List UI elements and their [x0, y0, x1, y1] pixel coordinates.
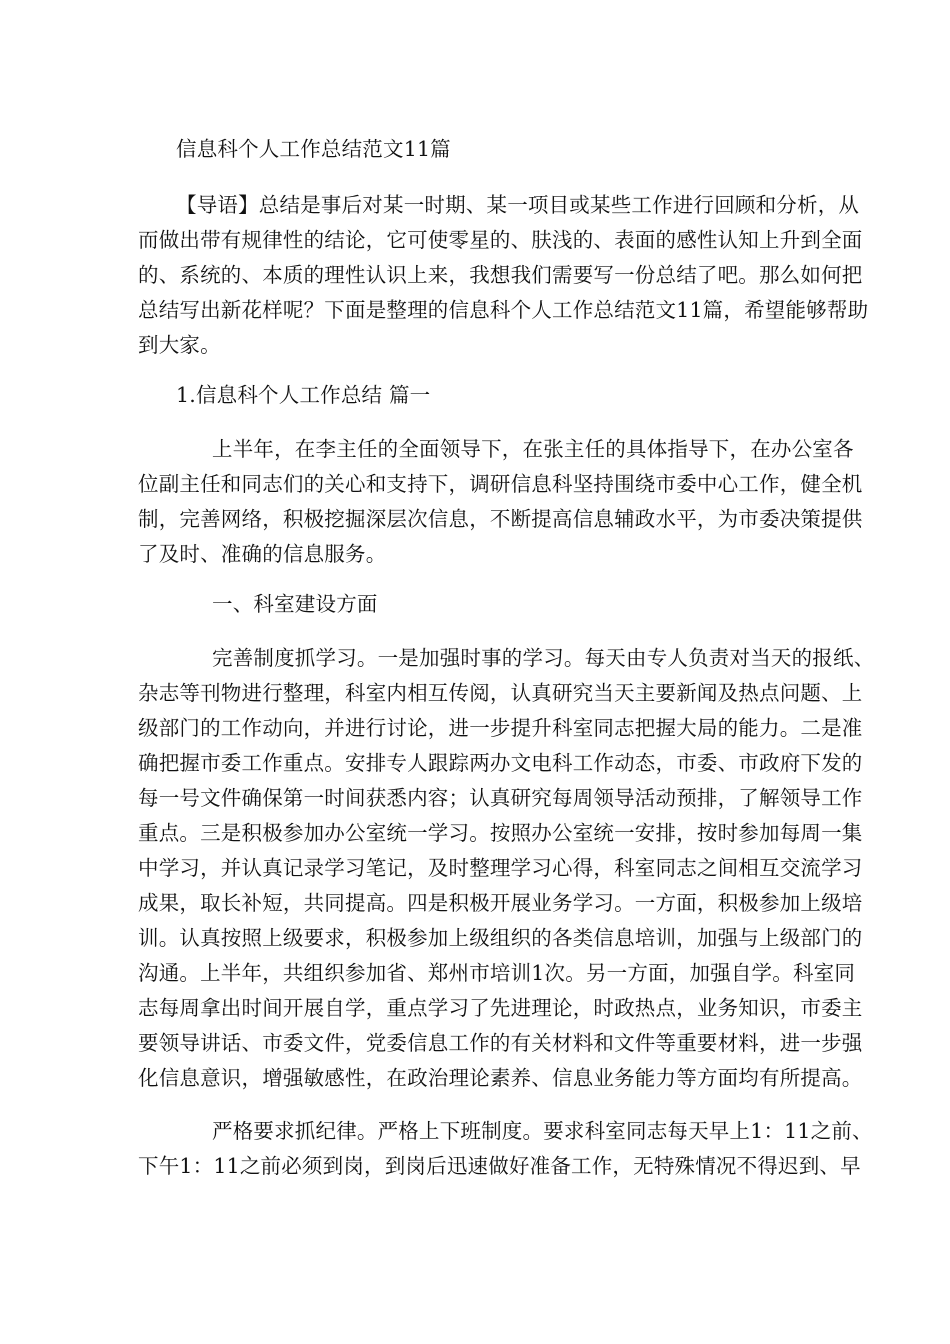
paragraph-line: 严格要求抓纪律。严格上下班制度。要求科室同志每天早上1：11之前、	[212, 1119, 873, 1143]
section-heading: 1.信息科个人工作总结 篇一	[176, 383, 431, 407]
paragraph-line: 确把握市委工作重点。安排专人跟踪两办文电科工作动态，市委、市政府下发的	[138, 751, 863, 775]
paragraph-line: 中学习，并认真记录学习笔记，及时整理学习心得，科室同志之间相互交流学习	[138, 856, 863, 880]
paragraph-line: 完善制度抓学习。一是加强时事的学习。每天由专人负责对当天的报纸、	[212, 646, 875, 670]
paragraph-line: 化信息意识，增强敏感性，在政治理论素养、信息业务能力等方面均有所提高。	[138, 1066, 863, 1090]
paragraph-line: 志每周拿出时间开展自学，重点学习了先进理论，时政热点，业务知识，市委主	[138, 996, 863, 1020]
paragraph-line: 每一号文件确保第一时间获悉内容；认真研究每周领导活动预排，了解领导工作	[138, 786, 863, 810]
intro-line: 到大家。	[138, 333, 221, 357]
paragraph-line: 杂志等刊物进行整理，科室内相互传阅，认真研究当天主要新闻及热点问题、上	[138, 681, 863, 705]
intro-line: 的、系统的、本质的理性认识上来，我想我们需要写一份总结了吧。那么如何把	[138, 263, 863, 287]
intro-line: 【导语】总结是事后对某一时期、某一项目或某些工作进行回顾和分析，从	[176, 193, 860, 217]
paragraph-line: 要领导讲话、市委文件，党委信息工作的有关材料和文件等重要材料，进一步强	[138, 1031, 863, 1055]
paragraph-line: 重点。三是积极参加办公室统一学习。按照办公室统一安排，按时参加每周一集	[138, 821, 863, 845]
paragraph-line: 级部门的工作动向，并进行讨论，进一步提升科室同志把握大局的能力。二是准	[138, 716, 863, 740]
paragraph-line: 成果，取长补短，共同提高。四是积极开展业务学习。一方面，积极参加上级培	[138, 891, 863, 915]
intro-line: 总结写出新花样呢？下面是整理的信息科个人工作总结范文11篇，希望能够帮助	[138, 298, 869, 322]
paragraph-line: 训。认真按照上级要求，积极参加上级组织的各类信息培训，加强与上级部门的	[138, 926, 863, 950]
paragraph-line: 制，完善网络，积极挖掘深层次信息，不断提高信息辅政水平，为市委决策提供	[138, 507, 863, 531]
paragraph-line: 位副主任和同志们的关心和支持下，调研信息科坚持围绕市委中心工作，健全机	[138, 472, 863, 496]
subheading: 一、科室建设方面	[212, 592, 378, 616]
document-title: 信息科个人工作总结范文11篇	[176, 137, 451, 161]
intro-line: 而做出带有规律性的结论，它可使零星的、肤浅的、表面的感性认知上升到全面	[138, 228, 863, 252]
paragraph-line: 上半年，在李主任的全面领导下，在张主任的具体指导下，在办公室各	[212, 437, 854, 461]
paragraph-line: 了及时、准确的信息服务。	[138, 542, 387, 566]
paragraph-line: 沟通。上半年，共组织参加省、郑州市培训1次。另一方面，加强自学。科室同	[138, 961, 856, 985]
paragraph-line: 下午1：11之前必须到岗，到岗后迅速做好准备工作，无特殊情况不得迟到、早	[138, 1154, 861, 1178]
